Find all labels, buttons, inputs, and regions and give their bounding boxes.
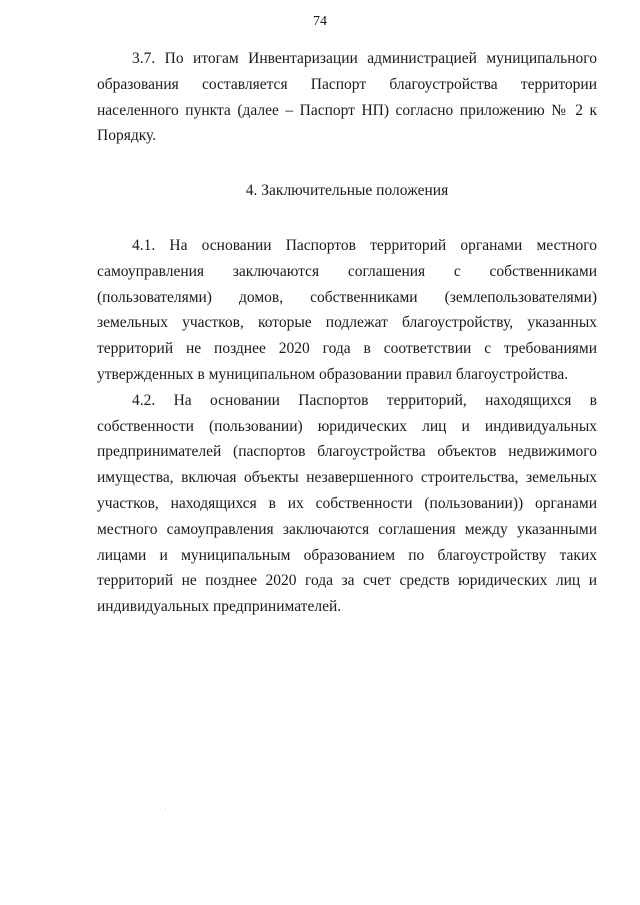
paragraph-3-7: 3.7. По итогам Инвентаризации администрацией муниципального образования составляется Паспорт благоустройства территории населенного пункта (далее – Паспорт НП) согласно приложению № 2 к Порядку. bbox=[97, 50, 597, 145]
page-number: 74 bbox=[313, 14, 327, 29]
scan-speck bbox=[165, 808, 166, 809]
paragraph-4-2: 4.2. На основании Паспортов территорий, находящихся в собственности (пользовании) юридических лиц и индивидуальных предпринимателей (паспортов благоустройства объектов недвижимого имущества, включая объекты незавершенного строительства, земельных участков, находящихся в их собственности (пользовании)) органами местного самоуправления заключаются соглашения между указанными лицами и муниципальным образованием по благоустройству таких территорий не позднее 2020 года за счет средств юридических лиц и индивидуальных предпринимателей. bbox=[97, 391, 597, 616]
section-heading-4: 4. Заключительные положения bbox=[245, 182, 449, 200]
document-body bbox=[97, 46, 597, 620]
paragraph-4-1: 4.1. На основании Паспортов территорий органами местного самоуправления заключаются соглашения с собственниками (пользователями) домов, собственниками (землепользователями) земельных участков, которые подлежат благоустройству, указанных территорий не позднее 2020 года в соответствии с требованиями утвержденных в муниципальном образовании правил благоустройства. bbox=[97, 236, 597, 383]
